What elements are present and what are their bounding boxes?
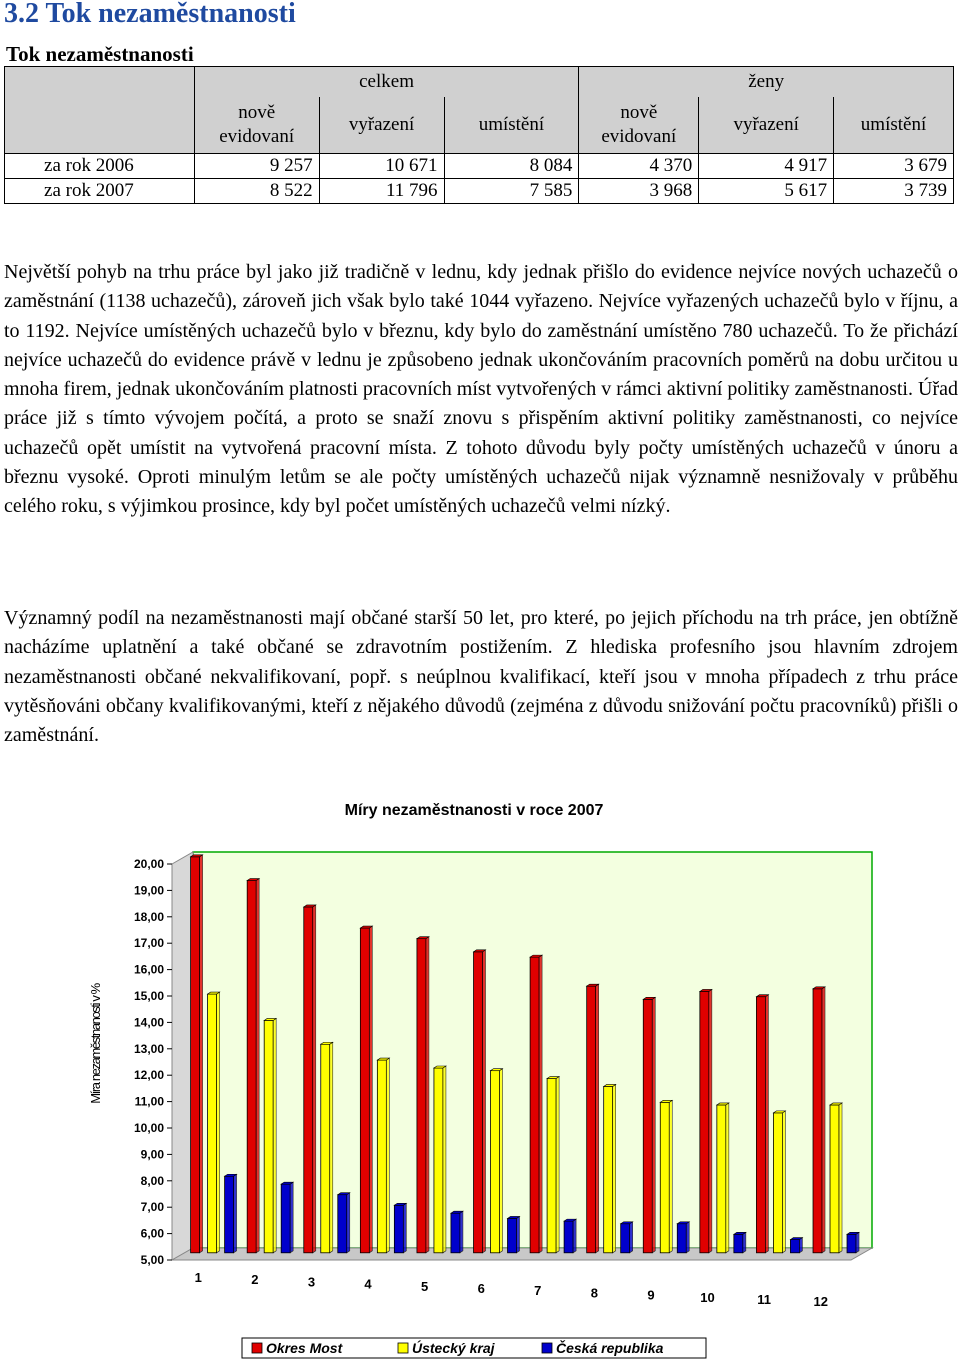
bar-side <box>217 992 220 1253</box>
unemployment-flow-table <box>4 66 954 204</box>
bar-side <box>573 1219 576 1253</box>
bar <box>491 1071 500 1253</box>
bar-side <box>483 950 486 1253</box>
unemployment-rate-chart <box>0 790 960 1362</box>
bar <box>451 1213 460 1253</box>
column-header-nove-evidovani <box>579 97 699 154</box>
y-tick-label: 7,00 <box>140 1200 164 1215</box>
bar <box>530 957 539 1253</box>
bar <box>660 1102 669 1252</box>
bar <box>677 1224 686 1253</box>
table-cell: 5 617 <box>699 179 834 204</box>
bar-side <box>200 855 203 1253</box>
empty-corner-cell <box>5 67 195 154</box>
y-tick-label: 6,00 <box>140 1226 164 1241</box>
legend-label: Ústecký kraj <box>412 1340 495 1356</box>
bar-side <box>613 1084 616 1252</box>
x-tick-label: 4 <box>364 1276 372 1292</box>
x-tick-label: 2 <box>251 1272 259 1288</box>
y-tick-label: 8,00 <box>140 1173 164 1188</box>
bar-side <box>822 987 825 1253</box>
bar <box>417 939 426 1253</box>
column-header-line: nově <box>238 102 276 123</box>
table-cell: 11 796 <box>319 179 444 204</box>
x-tick-label: 11 <box>757 1292 771 1307</box>
y-tick-label: 19,00 <box>133 883 164 898</box>
bar-side <box>403 1203 406 1253</box>
y-tick-label: 11,00 <box>134 1094 164 1109</box>
bar-side <box>426 937 429 1253</box>
bar <box>813 989 822 1253</box>
row-label: za rok 2007 <box>5 179 195 204</box>
group-header-zeny: ženy <box>579 67 954 98</box>
bar <box>604 1086 613 1252</box>
bar <box>338 1195 347 1253</box>
table-cell: 3 679 <box>834 154 954 179</box>
bar <box>564 1221 573 1253</box>
x-tick-label: 8 <box>590 1285 598 1301</box>
column-header-line: nově <box>620 102 658 123</box>
row-label: za rok 2006 <box>5 154 195 179</box>
y-axis <box>134 857 172 1267</box>
table-cell: 8 084 <box>444 154 579 179</box>
bar <box>547 1079 556 1253</box>
bar <box>191 857 200 1253</box>
bar <box>281 1184 290 1253</box>
table-cell: 10 671 <box>319 154 444 179</box>
chart-legend <box>242 1338 706 1358</box>
bar <box>508 1218 517 1252</box>
bar-side <box>460 1211 463 1253</box>
bar <box>434 1068 443 1253</box>
bar-side <box>517 1216 520 1252</box>
x-tick-label: 6 <box>477 1281 485 1296</box>
bar <box>790 1240 799 1253</box>
table-caption: Tok nezaměstnanosti <box>6 42 194 66</box>
table-cell: 9 257 <box>194 154 319 179</box>
y-tick-label: 17,00 <box>133 936 164 951</box>
bar-side <box>856 1232 859 1252</box>
body-paragraph-2: Významný podíl na nezaměstnanosti mají občané starší 50 let, pro které, po jejich příchodu na trh práce, jen obtížně nacházíme uplatnění a také občané se zdravotním postižením. Z hlediska profesního jsou hlavním zdrojem nezaměstnanosti občané nekvalifikovaní, popř. s neúplnou kvalifikací, kteří jsou v mnoha případech z trhu práce vytěsňováni občany kvalifikovanými, kteří z nějakého důvodů (zejména z důvodu snižování počtu pracovníků) přišli o zaměstnání. <box>4 607 958 747</box>
table-row <box>5 154 954 179</box>
table-cell: 3 968 <box>579 179 699 204</box>
y-tick-label: 9,00 <box>140 1147 164 1162</box>
bar-side <box>596 984 599 1253</box>
x-axis <box>195 1270 828 1309</box>
x-tick-label: 5 <box>421 1278 429 1294</box>
column-header-vyrazeni: vyřazení <box>319 97 444 154</box>
y-tick-label: 12,00 <box>133 1068 164 1083</box>
bar-side <box>765 995 768 1253</box>
bar <box>247 881 256 1253</box>
bar <box>304 907 313 1253</box>
bar-side <box>369 926 372 1253</box>
x-tick-label: 3 <box>307 1274 316 1290</box>
bar <box>264 1020 273 1252</box>
table-cell: 8 522 <box>194 179 319 204</box>
plot-side-wall <box>172 852 193 1260</box>
bar-side <box>290 1182 293 1253</box>
bar-side <box>630 1222 633 1253</box>
y-tick-label: 18,00 <box>133 909 164 924</box>
x-tick-label: 7 <box>534 1283 542 1299</box>
bar <box>225 1176 234 1253</box>
table-cell: 7 585 <box>444 179 579 204</box>
x-tick-label: 9 <box>647 1287 655 1303</box>
chart-title: Míry nezaměstnanosti v roce 2007 <box>344 802 604 819</box>
table-row <box>5 179 954 204</box>
bar <box>587 986 596 1253</box>
table-cell: 4 917 <box>699 154 834 179</box>
bar-side <box>686 1222 689 1253</box>
y-tick-label: 15,00 <box>133 989 164 1003</box>
bar <box>830 1105 839 1253</box>
y-tick-label: 20,00 <box>133 857 164 871</box>
bar-side <box>743 1232 746 1252</box>
bar-side <box>839 1103 842 1253</box>
legend-swatch <box>398 1343 408 1353</box>
table-cell: 4 370 <box>579 154 699 179</box>
bar-side <box>330 1042 333 1253</box>
bar-side <box>799 1238 802 1253</box>
legend-swatch <box>542 1343 552 1353</box>
column-header-line: evidovaní <box>601 126 677 147</box>
bar-side <box>539 955 542 1253</box>
x-tick-label: 10 <box>700 1289 715 1305</box>
group-header-celkem: celkem <box>194 67 579 98</box>
bar <box>474 952 483 1253</box>
bar <box>360 928 369 1253</box>
bar <box>643 999 652 1252</box>
legend-swatch <box>252 1343 262 1353</box>
legend-label: Česká republika <box>556 1340 664 1356</box>
bar-side <box>726 1103 729 1253</box>
bar-side <box>669 1100 672 1252</box>
bar <box>377 1060 386 1253</box>
bar <box>700 991 709 1252</box>
bar-side <box>782 1111 785 1253</box>
y-tick-label: 14,00 <box>133 1015 164 1030</box>
column-header-line: evidovaní <box>219 126 295 147</box>
bar-side <box>500 1069 503 1253</box>
bar <box>756 997 765 1253</box>
x-tick-label: 12 <box>813 1294 828 1310</box>
bar-side <box>347 1193 350 1253</box>
bar-side <box>256 879 259 1253</box>
column-header-nove-evidovani <box>194 97 319 154</box>
bar <box>734 1234 743 1252</box>
y-tick-label: 16,00 <box>133 962 164 977</box>
bar-side <box>273 1018 276 1252</box>
bar <box>621 1224 630 1253</box>
y-tick-label: 13,00 <box>133 1041 164 1056</box>
x-tick-label: 1 <box>194 1270 202 1285</box>
column-header-umisteni: umístění <box>834 97 954 154</box>
bar-side <box>386 1058 389 1253</box>
bar <box>717 1105 726 1253</box>
bar <box>208 994 217 1253</box>
column-header-umisteni: umístění <box>444 97 579 154</box>
y-axis-label: Míra nezaměstnanosti v % <box>88 984 103 1104</box>
bar-side <box>556 1077 559 1253</box>
bar <box>321 1044 330 1253</box>
bar <box>394 1205 403 1253</box>
bar-side <box>652 997 655 1252</box>
bar-side <box>709 989 712 1252</box>
bar-side <box>234 1174 237 1253</box>
bar-side <box>443 1066 446 1253</box>
column-header-vyrazeni: vyřazení <box>699 97 834 154</box>
table-cell: 3 739 <box>834 179 954 204</box>
bar <box>847 1234 856 1252</box>
body-paragraph-1: Největší pohyb na trhu práce byl jako již tradičně v lednu, kdy jednak přišlo do evidence nejvíce nových uchazečů o zaměstnání (1138 uchazečů), zároveň jich však bylo také 1044 vyřazeno. Nejvíce vyřazených uchazečů bylo v říjnu, a to 1192. Nejvíce umístěných uchazečů bylo v březnu, kdy bylo do zaměstnání umístěno 780 uchazečů. To že přichází nejvíce uchazečů do evidence právě v lednu je způsobeno jednak ukončováním pracovních poměrů na dobu určitou u mnoha firem, jednak ukončováním platnosti pracovních míst vytvořených v rámci aktivní politiky zaměstnanosti. Úřad práce již s tímto vývojem počítá, a proto se snaží znovu s přispěním aktivní politiky zaměstnanosti, co nejvíce uchazečů opět umístit na vytvořená pracovní místa. Z tohoto důvodu byly počty umístěných uchazečů v únoru a březnu vysoké. Oproti minulým letům se ale počty umístěných uchazečů nijak významně nesnižovaly v průběhu celého roku, s výjimkou prosince, kdy byl počet umístěných uchazečů velmi nízký. <box>4 261 958 518</box>
section-heading: 3.2 Tok nezaměstnanosti <box>4 0 296 29</box>
bar <box>773 1113 782 1253</box>
y-tick-label: 10,00 <box>133 1121 164 1135</box>
bar-side <box>313 905 316 1253</box>
legend-label: Okres Most <box>266 1340 343 1356</box>
y-tick-label: 5,00 <box>140 1253 164 1267</box>
